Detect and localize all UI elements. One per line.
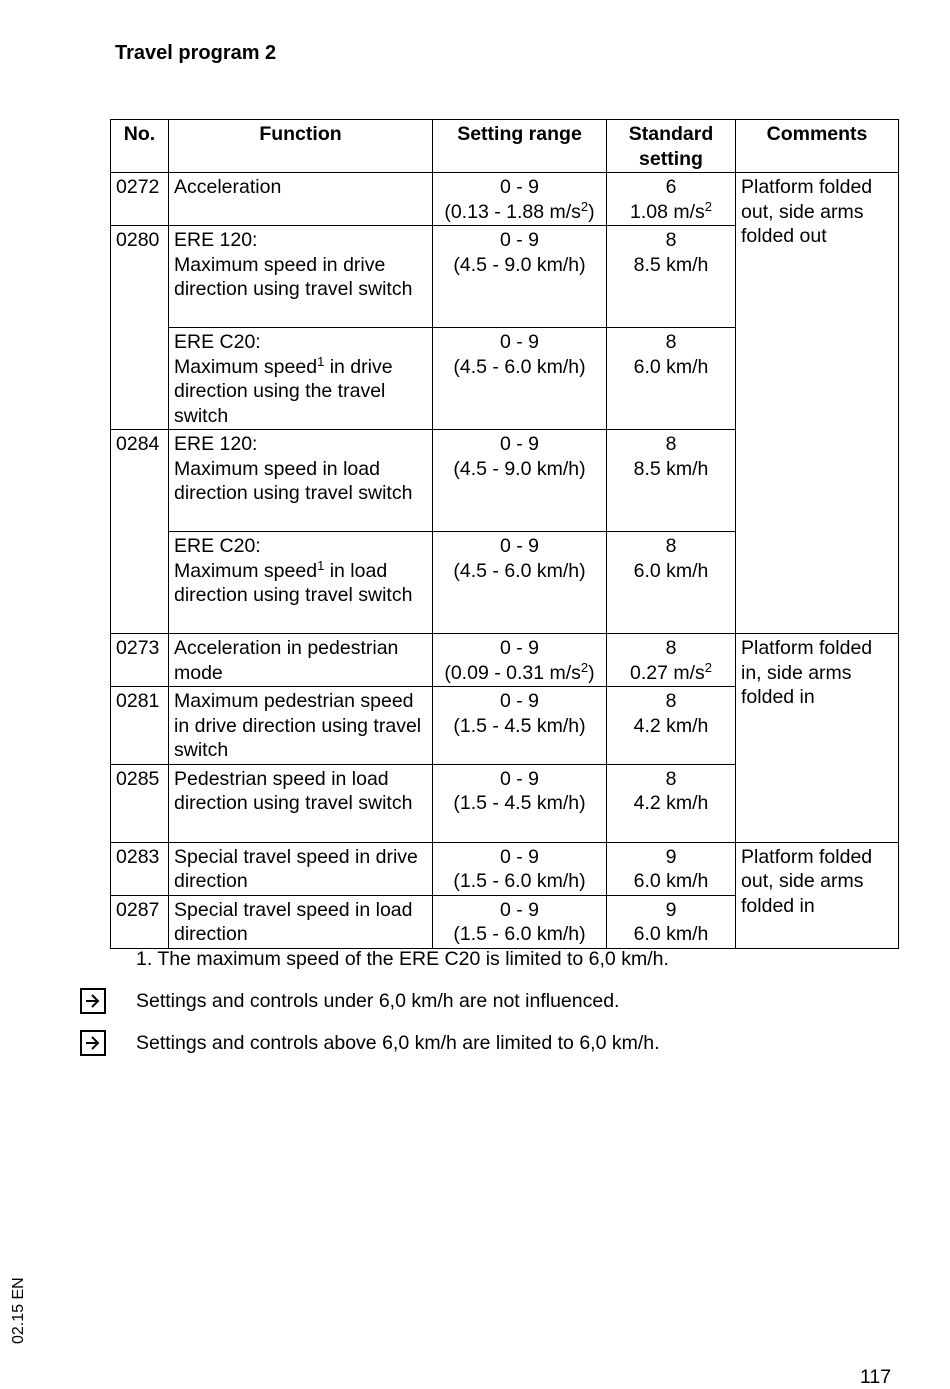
range-units: (0.13 - 1.88 $m/s^2$) — [444, 198, 595, 223]
table-row — [111, 842, 899, 895]
standard-setting-cell: 8 6.0 km/h — [607, 328, 736, 430]
comments-cell: Platform folded out, side arms folded out — [736, 173, 899, 634]
standard-setting-cell: 8 6.0 km/h — [607, 532, 736, 634]
page-number: 117 — [860, 1366, 892, 1388]
setting-range-cell: 0 - 9 (4.5 - 6.0 km/h) — [433, 328, 607, 430]
setting-range-cell: 0 - 9 (4.5 - 9.0 km/h) — [433, 430, 607, 532]
header-setting-range: Setting range — [433, 120, 607, 173]
range-digits: 0 - 9 — [499, 637, 540, 659]
table-footnote: 1. The maximum speed of the ERE C20 is limited to 6,0 km/h. — [136, 948, 669, 970]
function-cell: Acceleration in pedestrian mode — [169, 634, 433, 687]
parameter-table — [110, 119, 899, 949]
standard-setting-cell: 8 8.5 km/h — [607, 430, 736, 532]
function-cell: ERE C20: Maximum speed$^1$ in load direction using travel switch — [169, 532, 433, 634]
function-cell: Special travel speed in drive direction — [169, 842, 433, 895]
function-cell: Maximum pedestrian speed in drive direction using travel switch — [169, 687, 433, 765]
parameter-number: 0281 — [111, 687, 169, 765]
arrow-right-icon — [80, 1030, 106, 1056]
table-row — [111, 634, 899, 687]
standard-setting-cell: 8 4.2 km/h — [607, 687, 736, 765]
range-digits: 0 - 9 — [499, 176, 540, 198]
parameter-number: 0272 — [111, 173, 169, 226]
setting-range-cell — [433, 634, 607, 687]
function-cell: Special travel speed in load direction — [169, 895, 433, 948]
standard-digit: 8 — [665, 637, 677, 659]
setting-range-cell: 0 - 9 (1.5 - 4.5 km/h) — [433, 687, 607, 765]
note-text: Settings and controls under 6,0 km/h are not influenced. — [136, 990, 620, 1012]
header-comments: Comments — [736, 120, 899, 173]
setting-range-cell: 0 - 9 (4.5 - 9.0 km/h) — [433, 226, 607, 328]
function-cell: Pedestrian speed in load direction using travel switch — [169, 764, 433, 842]
range-units: (0.09 - 0.31 $m/s^2$) — [444, 659, 595, 684]
comments-cell: Platform folded in, side arms folded in — [736, 634, 899, 843]
parameter-number: 0280 — [111, 226, 169, 430]
standard-setting-cell: 9 6.0 km/h — [607, 842, 736, 895]
function-cell: ERE 120: Maximum speed in load direction using travel switch — [169, 430, 433, 532]
note-under-limit — [80, 988, 900, 1018]
function-cell: Acceleration — [169, 173, 433, 226]
header-no: No. — [111, 120, 169, 173]
header-function: Function — [169, 120, 433, 173]
header-standard-setting: Standard setting — [607, 120, 736, 173]
standard-setting-cell: 8 8.5 km/h — [607, 226, 736, 328]
table-row — [111, 173, 899, 226]
setting-range-cell: 0 - 9 (4.5 - 6.0 km/h) — [433, 532, 607, 634]
section-title: Travel program 2 — [115, 42, 277, 64]
standard-setting-cell — [607, 634, 736, 687]
standard-unit: 0.27 $m/s^2$ — [629, 659, 713, 684]
arrow-right-icon — [80, 988, 106, 1014]
parameter-number: 0285 — [111, 764, 169, 842]
standard-setting-cell: 8 4.2 km/h — [607, 764, 736, 842]
document-code: 02.15 EN — [10, 1277, 27, 1344]
standard-setting-cell: 9 6.0 km/h — [607, 895, 736, 948]
standard-unit: 1.08 $m/s^2$ — [629, 198, 713, 223]
standard-setting-cell — [607, 173, 736, 226]
function-cell: ERE 120: Maximum speed in drive direction using travel switch — [169, 226, 433, 328]
table-header-row — [111, 120, 899, 173]
setting-range-cell — [433, 173, 607, 226]
note-text: Settings and controls above 6,0 km/h are limited to 6,0 km/h. — [136, 1032, 660, 1054]
function-cell: ERE C20: Maximum speed$^1$ in drive direction using the travel switch — [169, 328, 433, 430]
setting-range-cell: 0 - 9 (1.5 - 6.0 km/h) — [433, 895, 607, 948]
setting-range-cell: 0 - 9 (1.5 - 6.0 km/h) — [433, 842, 607, 895]
note-over-limit — [80, 1030, 900, 1060]
parameter-number: 0287 — [111, 895, 169, 948]
setting-range-cell: 0 - 9 (1.5 - 4.5 km/h) — [433, 764, 607, 842]
comments-cell: Platform folded out, side arms folded in — [736, 842, 899, 948]
standard-digit: 6 — [665, 176, 677, 198]
parameter-number: 0284 — [111, 430, 169, 634]
parameter-number: 0273 — [111, 634, 169, 687]
parameter-number: 0283 — [111, 842, 169, 895]
